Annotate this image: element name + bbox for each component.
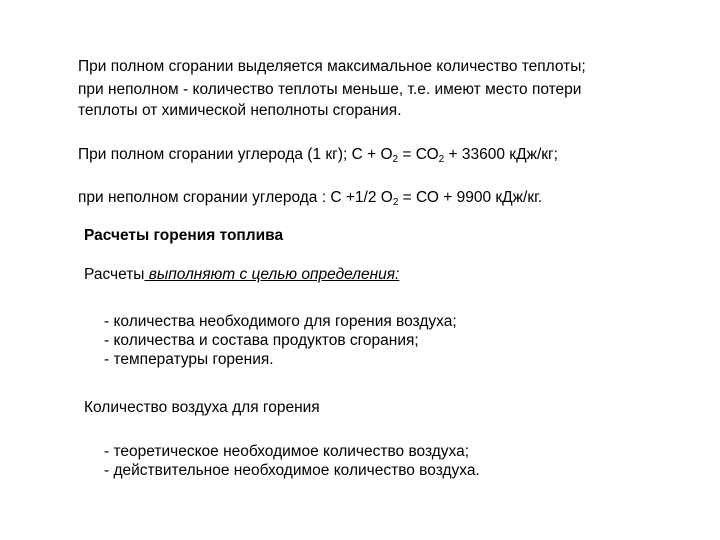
list-item: - количества и состава продуктов сгорания; — [104, 332, 419, 349]
full-combustion-prefix: При полном сгорании углерода (1 кг); С + О — [78, 146, 393, 163]
full-combustion-middle: = СО — [398, 146, 439, 163]
intro-line-1: При полном сгорании выделяется максимальное количество теплоты; — [78, 58, 586, 75]
list-item: - теоретическое необходимое количество воздуха; — [104, 443, 470, 460]
purpose-list — [104, 312, 457, 369]
full-combustion-o2-subscript: 2 — [392, 154, 399, 165]
purpose-line — [84, 265, 399, 284]
full-combustion-suffix: + 33600 кДж/кг; — [444, 146, 558, 163]
full-combustion-co2-subscript: 2 — [438, 154, 445, 165]
air-list — [104, 442, 480, 480]
air-heading: Количество воздуха для горения — [84, 399, 320, 416]
full-combustion-equation — [78, 145, 558, 164]
partial-combustion-suffix: = СО + 9900 кДж/кг. — [398, 189, 543, 206]
purpose-emphasis: выполняют с целью определения: — [144, 266, 400, 283]
purpose-lead: Расчеты — [84, 266, 145, 283]
intro-line-3: теплоты от химической неполноты сгорания. — [78, 102, 402, 119]
section-heading: Расчеты горения топлива — [84, 227, 284, 244]
list-item: - действительное необходимое количество воздуха. — [104, 462, 480, 479]
intro-line-2: при неполном - количество теплоты меньше, т.е. имеют место потери — [78, 81, 582, 98]
list-item: - количества необходимого для горения воздуха; — [104, 313, 457, 330]
partial-combustion-prefix: при неполном сгорании углерода : С +1/2 О — [78, 189, 393, 206]
partial-combustion-equation — [78, 188, 542, 207]
list-item: - температуры горения. — [104, 351, 274, 368]
partial-combustion-o2-subscript: 2 — [392, 197, 399, 208]
